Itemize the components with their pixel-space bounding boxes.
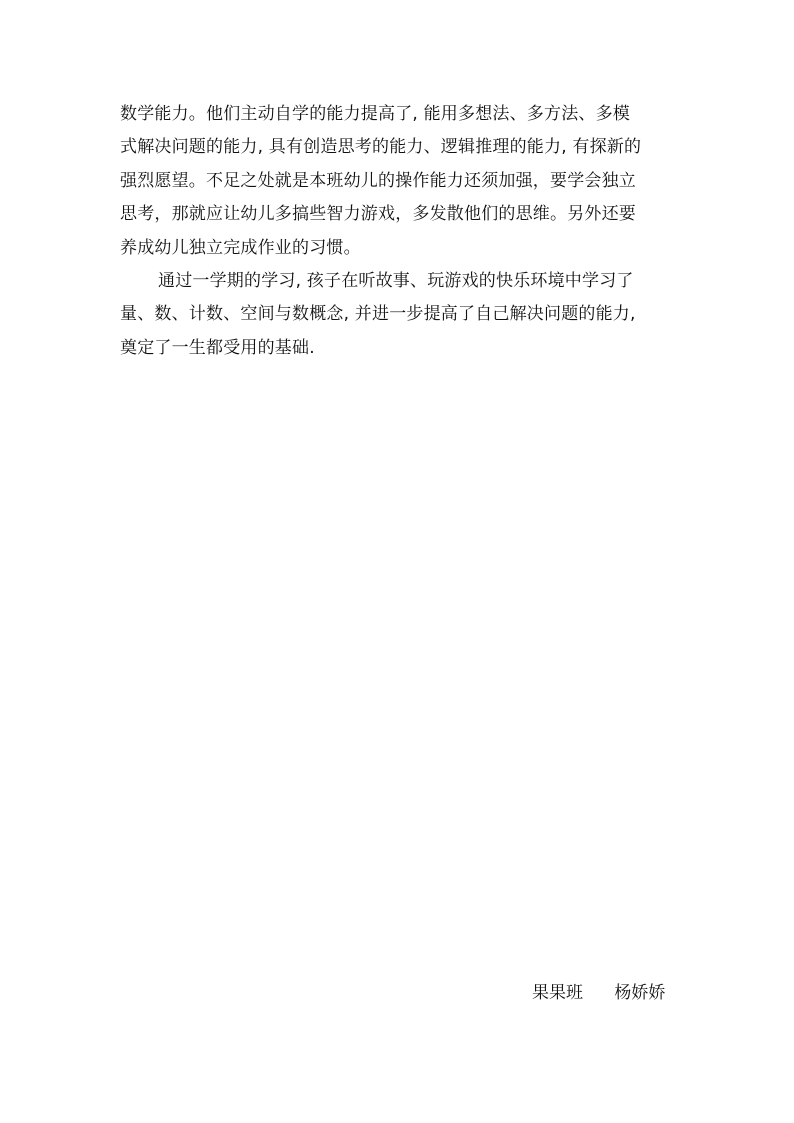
paragraph-line: 式解决问题的能力, 具有创造思考的能力、逻辑推理的能力, 有探新的 bbox=[120, 137, 642, 158]
paragraph-line: 数学能力。他们主动自学的能力提高了, 能用多想法、多方法、多模 bbox=[120, 104, 631, 124]
paragraph-line: 量、数、计数、空间与数概念, 并进一步提高了自己解决问题的能力, bbox=[120, 304, 636, 325]
paragraph-1 bbox=[120, 98, 680, 265]
paragraph-2 bbox=[120, 265, 680, 365]
signature bbox=[532, 979, 665, 1007]
paragraph-line: 思考，那就应让幼儿多搞些智力游戏，多发散他们的思维。另外还要 bbox=[120, 204, 636, 225]
signature-class-name: 果果班 bbox=[532, 983, 583, 1003]
paragraph-line: 强烈愿望。不足之处就是本班幼儿的操作能力还须加强，要学会独立 bbox=[120, 170, 636, 191]
paragraph-line: 奠定了一生都受用的基础. bbox=[120, 337, 315, 358]
paragraph-line: 通过一学期的学习, 孩子在听故事、玩游戏的快乐环境中学习了 bbox=[158, 270, 634, 291]
document-body bbox=[120, 98, 680, 365]
signature-author: 杨娇娇 bbox=[614, 983, 666, 1003]
paragraph-line: 养成幼儿独立完成作业的习惯。 bbox=[120, 237, 361, 258]
